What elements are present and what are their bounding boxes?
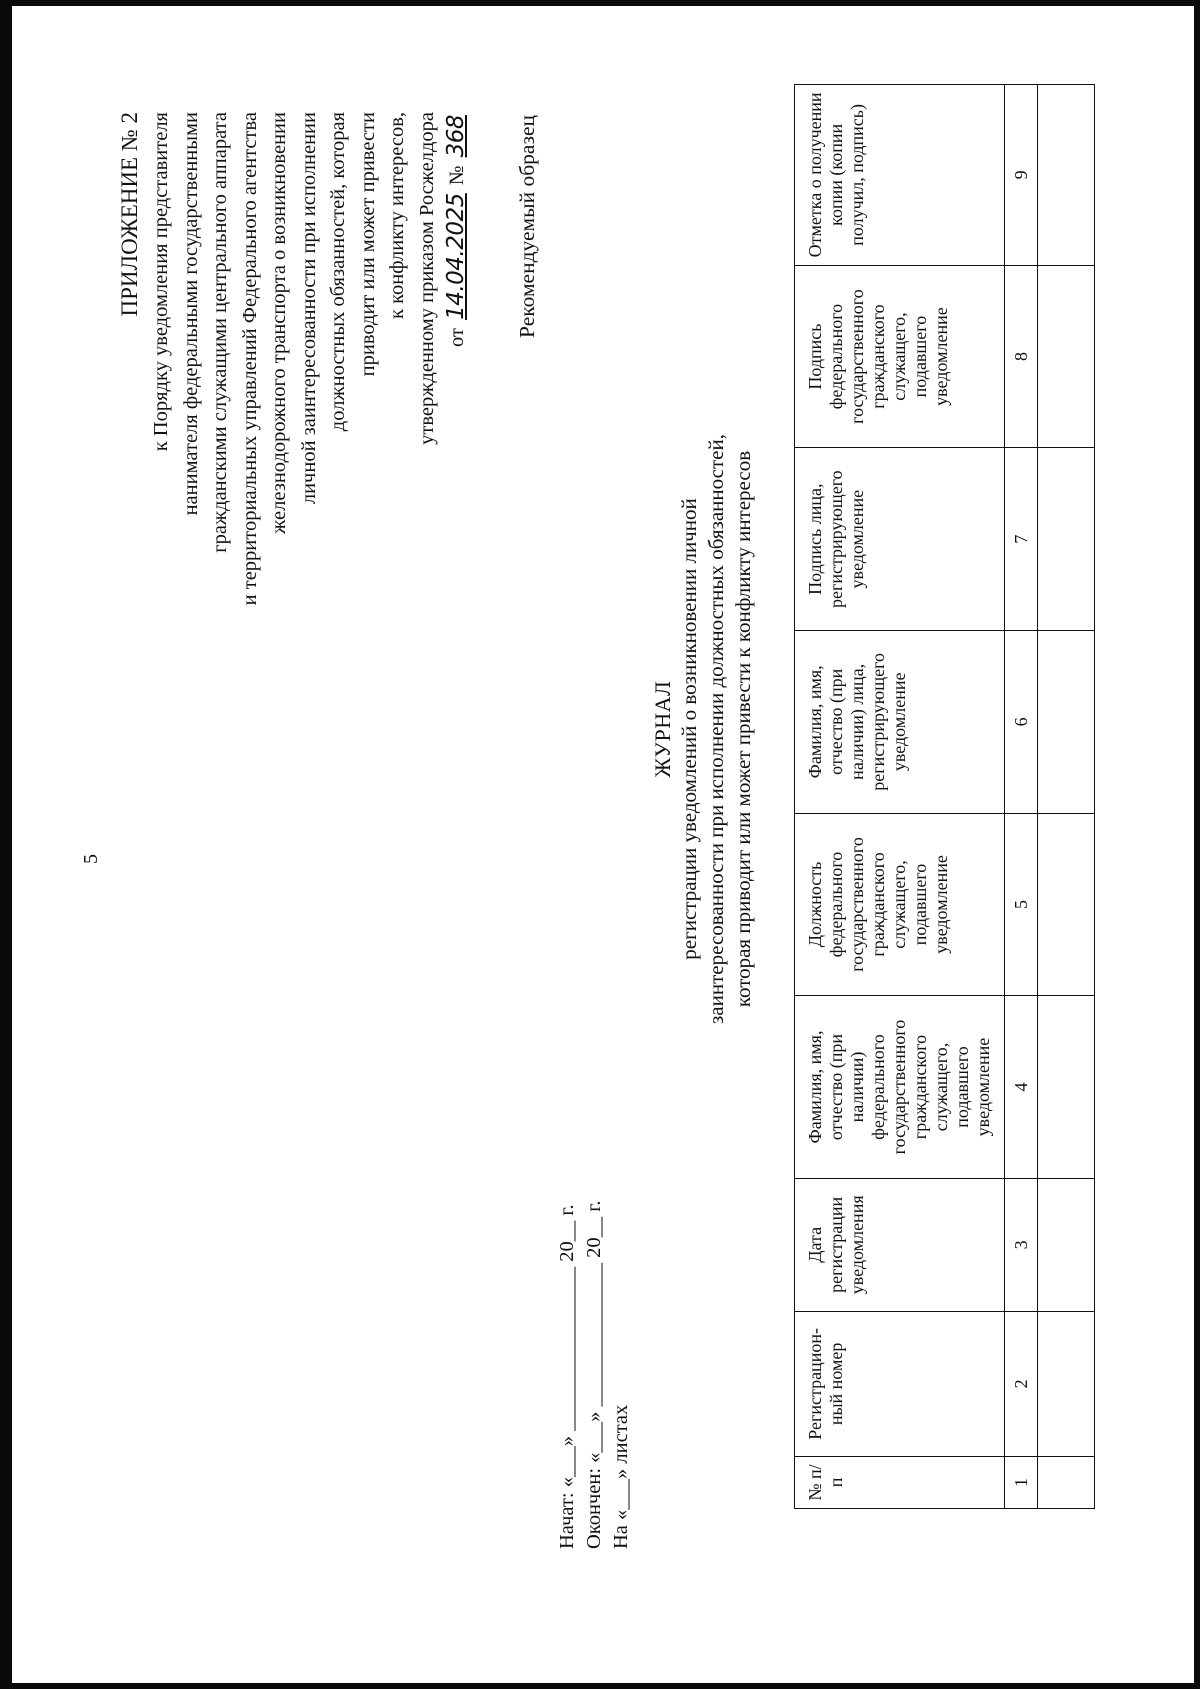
appendix-line: приводит или может привести <box>356 112 379 377</box>
header-cell: № п/п <box>795 1456 1005 1508</box>
table-cell <box>1038 265 1095 448</box>
appendix-title: ПРИЛОЖЕНИЕ № 2 <box>117 112 142 317</box>
started-line: Начат: «___» ________________ 20__ г. <box>556 1204 578 1549</box>
header-cell: Фамилия, имя, отчество (при наличии) лица, регистрирующего уведомление <box>795 631 1005 814</box>
sheets-line: На «___» листах <box>610 1404 632 1549</box>
order-number-handwritten: 368 <box>443 115 469 158</box>
table-cell <box>1038 996 1095 1179</box>
column-number: 1 <box>1005 1456 1038 1508</box>
header-cell: Дата регистрации уведомления <box>795 1178 1005 1311</box>
table-cell <box>1038 631 1095 814</box>
table-cell <box>1038 1311 1095 1456</box>
page-number: 5 <box>80 854 102 864</box>
header-cell: Регистрацион-ный номер <box>795 1311 1005 1456</box>
table-cell <box>1038 1178 1095 1311</box>
header-cell: Должность федерального государственного гражданского служащего, подавшего уведомление <box>795 813 1005 996</box>
table-number-row <box>1005 85 1038 1509</box>
appendix-line: железнодорожного транспорта о возникновении <box>268 112 290 534</box>
order-number-label: № <box>446 165 468 186</box>
appendix-line: к конфликту интересов, <box>386 112 408 319</box>
table-header-row <box>795 85 1005 1509</box>
column-number: 7 <box>1005 448 1038 631</box>
table-cell <box>1038 1456 1095 1508</box>
column-number: 2 <box>1005 1311 1038 1456</box>
column-number: 5 <box>1005 813 1038 996</box>
journal-dates <box>554 1201 635 1550</box>
registration-table <box>794 84 1095 1509</box>
journal-title: ЖУРНАЛ <box>650 680 675 778</box>
order-prefix: от <box>446 328 468 347</box>
table-cell <box>1038 448 1095 631</box>
header-cell: Подпись лица, регистрирующего уведомление <box>795 448 1005 631</box>
column-number: 6 <box>1005 631 1038 814</box>
header-cell: Отметка о получении копии (копии получил, подпись) <box>795 85 1005 266</box>
column-number: 3 <box>1005 1178 1038 1311</box>
appendix-line: личной заинтересованности при исполнении <box>297 112 320 505</box>
journal-subtitle-line: которая приводит или может привести к конфликту интересов <box>731 450 755 1008</box>
column-number: 4 <box>1005 996 1038 1179</box>
column-number: 8 <box>1005 265 1038 448</box>
table-cell <box>1038 813 1095 996</box>
order-line <box>442 112 473 872</box>
appendix-line: к Порядку уведомления представителя <box>150 112 172 452</box>
table-cell <box>1038 85 1095 266</box>
journal-heading <box>649 129 757 1329</box>
order-date-handwritten: 14.04.2025 <box>443 193 469 320</box>
appendix-block <box>113 112 473 872</box>
appendix-line: и территориальных управлений Федерального агентства <box>238 112 261 606</box>
journal-subtitle-line: регистрации уведомлений о возникновении личной <box>677 498 701 960</box>
header-cell: Фамилия, имя, отчество (при наличии) федерального государственного гражданского служащего, подавшего уведомление <box>795 996 1005 1179</box>
appendix-line: должностных обязанностей, которая <box>327 112 349 432</box>
recommended-sample-label: Рекомендуемый образец <box>515 115 539 338</box>
ended-line: Окончен: «___» ______________ 20__ г. <box>583 1200 605 1549</box>
table-row <box>1038 85 1095 1509</box>
appendix-line: гражданскими служащими центрального аппарата <box>209 112 231 553</box>
header-cell: Подпись федерального государственного гражданского служащего, подавшего уведомление <box>795 265 1005 448</box>
appendix-line: утвержденному приказом Росжелдора <box>415 112 438 445</box>
column-number: 9 <box>1005 85 1038 266</box>
appendix-line: нанимателя федеральными государственными <box>179 112 202 516</box>
journal-subtitle-line: заинтересованности при исполнении должностных обязанностей, <box>704 434 728 1024</box>
